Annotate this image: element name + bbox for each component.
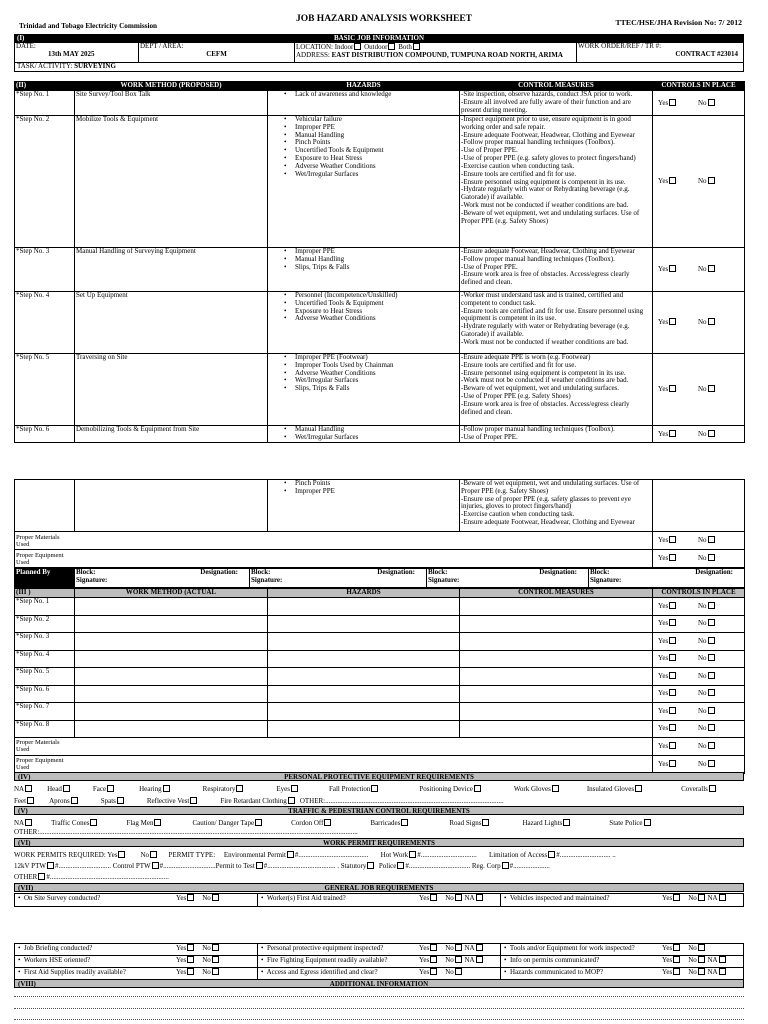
actual-method-cell[interactable] <box>75 598 268 616</box>
gen-r4-2-yes-checkbox[interactable] <box>673 968 680 975</box>
actual-hazard-cell[interactable] <box>268 668 460 686</box>
hazard-item: • Improper PPE (Footwear) <box>284 354 458 362</box>
gen-r4-2-no-checkbox[interactable] <box>698 968 705 975</box>
control-measures: -Ensure adequate Footwear, Headwear, Clothing and Eyewear -Follow proper manual handling techniques (Toolbox). -Use of Proper PPE. -Ensure work area is free of obstacles. Access/egress clearly defined and clean. <box>460 248 653 292</box>
section-number: (I) <box>17 34 25 42</box>
proposed-equipment-row: Proper Equipment Used Yes No <box>15 550 745 568</box>
additional-line-1[interactable] <box>14 996 744 997</box>
section-ii-header: (II) WORK METHOD (PROPOSED) HAZARDS CONTROL MEASURES CONTROLS IN PLACE <box>15 82 745 91</box>
police-checkbox[interactable] <box>397 862 404 869</box>
actual-method-cell[interactable] <box>75 685 268 703</box>
proposed-step-row <box>15 91 745 116</box>
dept-value: CEFM <box>206 49 227 58</box>
gen-r1-0-yes-checkbox[interactable] <box>187 894 194 901</box>
step-label: *Step No. 2 <box>15 116 75 248</box>
hazard-item: • Vehicular failure <box>284 116 458 124</box>
na-checkbox[interactable] <box>25 819 32 826</box>
hazard-item: • Wet/Irregular Surfaces <box>284 171 458 179</box>
basic-job-info <box>14 34 744 72</box>
work-method: Site Survey/Tool Box Talk <box>75 91 268 116</box>
gen-r2-1-no-checkbox[interactable] <box>455 944 462 951</box>
outdoor-checkbox[interactable] <box>388 43 395 50</box>
actual-step-row <box>15 598 745 616</box>
step-label: *Step No. 4 <box>15 292 75 354</box>
work-order-cell[interactable]: WORK ORDER/REF / TR #: CONTRACT #23014 <box>577 43 744 63</box>
step-label: *Step No. 2 <box>15 615 75 633</box>
work-order-value: CONTRACT #23014 <box>675 49 738 58</box>
controls-in-place: Yes No <box>653 633 745 651</box>
task-row[interactable]: TASK/ ACTIVITY: SURVEYING <box>14 63 744 72</box>
state-police-checkbox[interactable] <box>644 819 651 826</box>
actual-control-cell[interactable] <box>460 633 653 651</box>
hazard-item: • Uncertified Tools & Equipment <box>284 147 458 155</box>
step-4-yes-checkbox[interactable] <box>669 318 676 325</box>
hazard-item: • Slips, Trips & Falls <box>284 385 458 393</box>
fall-protection-checkbox[interactable] <box>371 785 378 792</box>
actual-equipment-yes-checkbox[interactable] <box>669 760 676 767</box>
proposed-step-row <box>15 292 745 354</box>
gen-r3-0-yes-checkbox[interactable] <box>187 956 194 963</box>
reflective-vest-checkbox[interactable] <box>190 797 197 804</box>
control-measures: -Inspect equipment prior to use, ensure equipment is in good working order and safe repair. -Ensure adequate Footwear, Headwear, Clothing and Eyewear -Follow proper manual handling techniques (Toolbox). -Use of Proper PPE. -Use of proper PPE (e.g. safety gloves to protect fingers/hand) -Exercise caution when conducting task. -Ensure tools are certified and fit for use. -Ensure personnel using equipment is competent in its use. -Hydrate regularly with water or Rehydrating beverage (e.g. Gatorade) if available. -Work must not be conducted if weather conditions are bad. -Beware of wet equipment, wet and undulating surfaces. Use of Proper PPE (e.g. Safety Shoes) <box>460 116 653 248</box>
step-1-yes-checkbox[interactable] <box>669 99 676 106</box>
eyes-checkbox[interactable] <box>291 785 298 792</box>
controls-in-place: Yes No <box>653 615 745 633</box>
actual-control-cell[interactable] <box>460 685 653 703</box>
proposed-step-row <box>15 354 745 426</box>
actual-control-cell[interactable] <box>460 720 653 738</box>
gen-r3-1-na-checkbox[interactable] <box>476 956 483 963</box>
hazard-item: • Adverse Weather Conditions <box>284 163 458 171</box>
step-label: *Step No. 6 <box>15 685 75 703</box>
gen-r2-2-no-checkbox[interactable] <box>698 944 705 951</box>
actual-step-4-yes-checkbox[interactable] <box>669 654 676 661</box>
both-checkbox[interactable] <box>413 43 420 50</box>
gen-r4-0-yes-checkbox[interactable] <box>187 968 194 975</box>
gen-r3-1-no-checkbox[interactable] <box>455 956 462 963</box>
location-cell: LOCATION: Indoor Outdoor Both ADDRESS: EAST DISTRIBUTION COMPOUND, TUMPUNA ROAD NORTH, ARIMA <box>295 43 577 63</box>
gen-r1-2-na-checkbox[interactable] <box>719 894 726 901</box>
hazard-item: • Slips, Trips & Falls <box>284 264 458 272</box>
controls-in-place: Yes No <box>653 720 745 738</box>
proposed-materials-row: Proper Materials Used Yes No <box>15 532 745 550</box>
step-label: *Step No. 8 <box>15 720 75 738</box>
barricades-checkbox[interactable] <box>401 819 408 826</box>
step-label: *Step No. 1 <box>15 91 75 116</box>
caution-danger-tape-checkbox[interactable] <box>255 819 262 826</box>
general-rows-2 <box>14 943 744 980</box>
traffic-cones-checkbox[interactable] <box>90 819 97 826</box>
hazard-item: • Wet/Irregular Surfaces <box>284 377 458 385</box>
step-2-no-checkbox[interactable] <box>708 177 715 184</box>
permit-line-3: OTHER #.................................................................... <box>14 873 169 881</box>
actual-step-2-no-checkbox[interactable] <box>708 619 715 626</box>
step-6-no-checkbox[interactable] <box>708 430 715 437</box>
controls-in-place: Yes No <box>653 292 745 354</box>
hazard-item: • Adverse Weather Conditions <box>284 370 458 378</box>
hazard-item: • Lack of awareness and knowledge <box>284 91 458 99</box>
controls-in-place: Yes No <box>653 116 745 248</box>
controls-in-place: Yes No <box>653 354 745 426</box>
actual-equipment-no-checkbox[interactable] <box>708 760 715 767</box>
permit-line-2: 12kV PTW #.............................. Control PTW #..............................Permit to Test #....................................... . Statutory Police #................................... Reg. Corp #..................... <box>14 862 550 870</box>
step-5-no-checkbox[interactable] <box>708 385 715 392</box>
general-row-1: • On Site Survey conducted? Yes No • Worker(s) First Aid trained? Yes No NA • Vehicles inspected and maintained? Yes No NA <box>14 893 744 907</box>
actual-step-1-no-checkbox[interactable] <box>708 602 715 609</box>
hazard-item: • Exposure to Heat Stress <box>284 308 458 316</box>
step-1-no-checkbox[interactable] <box>708 99 715 106</box>
proposed-work-section <box>14 81 744 443</box>
gen-r3-2-yes-checkbox[interactable] <box>673 956 680 963</box>
hazard-item: • Adverse Weather Conditions <box>284 315 458 323</box>
actual-hazard-cell[interactable] <box>268 720 460 738</box>
controls-in-place: Yes No <box>653 426 745 443</box>
actual-method-cell[interactable] <box>75 703 268 721</box>
permit-to-test-checkbox[interactable] <box>256 862 263 869</box>
actual-step-row <box>15 720 745 738</box>
actual-method-cell[interactable] <box>75 668 268 686</box>
actual-control-cell[interactable] <box>460 650 653 668</box>
actual-step-3-yes-checkbox[interactable] <box>669 637 676 644</box>
gen-r1-1-na-checkbox[interactable] <box>476 894 483 901</box>
gen-r3-2-no-checkbox[interactable] <box>698 956 705 963</box>
work-method: Traversing on Site <box>75 354 268 426</box>
actual-step-7-no-checkbox[interactable] <box>708 707 715 714</box>
planned-by-label: Planned By <box>15 569 75 588</box>
actual-control-cell[interactable] <box>460 703 653 721</box>
permit-other-checkbox[interactable] <box>38 873 45 880</box>
actual-hazard-cell[interactable] <box>268 703 460 721</box>
step-3-yes-checkbox[interactable] <box>669 265 676 272</box>
spats-checkbox[interactable] <box>117 797 124 804</box>
controls-in-place: Yes No <box>653 685 745 703</box>
planner-4-cell[interactable]: Block: Designation: Signature: <box>589 569 745 588</box>
actual-step-5-no-checkbox[interactable] <box>708 672 715 679</box>
gen-r3-1-yes-checkbox[interactable] <box>430 956 437 963</box>
actual-materials-row: Proper Materials Used Yes No <box>15 738 745 756</box>
step-2-yes-checkbox[interactable] <box>669 177 676 184</box>
task-value: SURVEYING <box>74 62 116 70</box>
actual-hazard-cell[interactable] <box>268 685 460 703</box>
general-requirement-row: • Job Briefing conducted? Yes No • Personal protective equipment inspected? Yes No NA • Tools and/or Equipment for work inspected? Yes No <box>15 944 744 956</box>
planned-by-row <box>14 568 745 588</box>
step-6-yes-checkbox[interactable] <box>669 430 676 437</box>
actual-step-1-yes-checkbox[interactable] <box>669 602 676 609</box>
section-i-bar <box>14 34 744 42</box>
limitation-access-checkbox[interactable] <box>548 851 555 858</box>
gen-r1-1-yes-checkbox[interactable] <box>430 894 437 901</box>
actual-method-cell[interactable] <box>75 720 268 738</box>
road-signs-checkbox[interactable] <box>482 819 489 826</box>
document-title: JOB HAZARD ANALYSIS WORKSHEET <box>295 14 473 24</box>
actual-step-7-yes-checkbox[interactable] <box>669 707 676 714</box>
controls-in-place: Yes No <box>653 668 745 686</box>
section-title: BASIC JOB INFORMATION <box>333 34 425 42</box>
gen-r3-0-no-checkbox[interactable] <box>212 956 219 963</box>
gen-r1-1-no-checkbox[interactable] <box>455 894 462 901</box>
gen-r4-2-na-checkbox[interactable] <box>719 968 726 975</box>
statutory-checkbox[interactable] <box>367 862 374 869</box>
hazard-item: • Exposure to Heat Stress <box>284 155 458 163</box>
control-measures: -Follow proper manual handling techniques (Toolbox). -Use of Proper PPE. <box>460 426 653 443</box>
section-viii-bar: (VIII) ADDITIONAL INFORMATION <box>14 979 744 988</box>
ppe-other[interactable]: OTHER:...................................................................................................... <box>299 797 504 805</box>
materials-no-checkbox[interactable] <box>708 536 715 543</box>
environmental-permit-checkbox[interactable] <box>287 851 294 858</box>
actual-step-3-no-checkbox[interactable] <box>708 637 715 644</box>
hazard-item: • Improper Tools Used by Chainman <box>284 362 458 370</box>
planner-1-cell[interactable]: Block: Designation: Signature: <box>75 569 250 588</box>
proposed-step-row <box>15 248 745 292</box>
actual-step-6-yes-checkbox[interactable] <box>669 689 676 696</box>
hazard-item: • Pinch Points <box>284 480 458 488</box>
hazard-item: • Manual Handling <box>284 426 458 434</box>
actual-method-cell[interactable] <box>75 615 268 633</box>
actual-step-4-no-checkbox[interactable] <box>708 654 715 661</box>
control-measures: -Worker must understand task and is trained, certified and competent to conduct task. -Ensure tools are certified and fit for use. Ensure personnel using equipment is competent in its use. -Hydrate regularly with water or Rehydrating beverage (e.g. Gatorade) if available. -Work must not be conducted if weather conditions are bad. <box>460 292 653 354</box>
hazard-item: • Improper PPE <box>284 488 458 496</box>
hazard-item: • Manual Handling <box>284 256 458 264</box>
permit-line-1: WORK PERMITS REQUIRED: Yes No PERMIT TYPE: Environmental Permit #........................................ Hot Work #................................ Limitation of Access #............................. .. <box>14 851 616 859</box>
hazard-item: • Personnel (Incompetence/Unskilled) <box>284 292 458 300</box>
step-label: *Step No. 3 <box>15 633 75 651</box>
feet-checkbox[interactable] <box>27 797 34 804</box>
gen-r3-2-na-checkbox[interactable] <box>719 956 726 963</box>
section-vi-bar: (VI) WORK PERMIT REQUIREMENTS <box>14 838 744 847</box>
step-4-no-checkbox[interactable] <box>708 318 715 325</box>
gen-r1-2-yes-checkbox[interactable] <box>673 894 680 901</box>
section-vii-bar: (VII) GENERAL JOB REQUIREMENTS <box>14 883 744 892</box>
permit-yes-checkbox[interactable] <box>118 851 125 858</box>
equipment-no-checkbox[interactable] <box>708 554 715 561</box>
face-checkbox[interactable] <box>107 785 114 792</box>
additional-line-3[interactable] <box>14 1019 744 1020</box>
hazard-item: • Improper PPE <box>284 248 458 256</box>
date-value: 13th MAY 2025 <box>48 49 95 58</box>
traffic-row: NA Traffic Cones Flag Men Caution/ Danger Tape Cordon Off Barricades Road Signs Hazard Lights State Police <box>14 819 744 828</box>
actual-step-row <box>15 633 745 651</box>
fire-retardant-clothing-checkbox[interactable] <box>288 797 295 804</box>
gen-r2-1-yes-checkbox[interactable] <box>430 944 437 951</box>
continuation-row <box>15 480 745 532</box>
step-label: *Step No. 4 <box>15 650 75 668</box>
gen-r2-2-yes-checkbox[interactable] <box>673 944 680 951</box>
additional-line-2[interactable] <box>14 1008 744 1009</box>
work-method: Mobilize Tools & Equipment <box>75 116 268 248</box>
actual-control-cell[interactable] <box>460 668 653 686</box>
proposed-continuation <box>14 479 744 588</box>
gen-r1-2-no-checkbox[interactable] <box>698 894 705 901</box>
actual-control-cell[interactable] <box>460 598 653 616</box>
na-checkbox[interactable] <box>25 785 32 792</box>
permit-no-checkbox[interactable] <box>150 851 157 858</box>
section-iv-bar: (IV) PERSONAL PROTECTIVE EQUIPMENT REQUIREMENTS <box>14 772 744 781</box>
general-requirement-row: • First Aid Supplies readily available? Yes No • Access and Egress identified and clear? Yes No • Hazards communicated to MOP? Yes No NA <box>15 968 744 980</box>
actual-work-section <box>14 588 744 774</box>
date-cell[interactable]: DATE: 13th MAY 2025 <box>15 43 139 63</box>
address-value: EAST DISTRIBUTION COMPOUND, TUMPUNA ROAD NORTH, ARIMA <box>331 50 563 59</box>
actual-step-8-yes-checkbox[interactable] <box>669 724 676 731</box>
dept-cell[interactable]: DEPT / AREA: CEFM <box>139 43 295 63</box>
gen-r4-1-yes-checkbox[interactable] <box>430 968 437 975</box>
work-gloves-checkbox[interactable] <box>552 785 559 792</box>
actual-step-6-no-checkbox[interactable] <box>708 689 715 696</box>
continuation-controls: -Beware of wet equipment, wet and undulating surfaces. Use of Proper PPE (e.g. Safety Shoes) -Ensure use of proper PPE (e.g. safety glasses to prevent eye injuries, gloves to protect fingers/hand) -Exercise caution when conducting task. -Ensure adequate Footwear, Headwear, Clothing and Eyewear <box>460 480 653 532</box>
actual-method-cell[interactable] <box>75 633 268 651</box>
aprons-checkbox[interactable] <box>71 797 78 804</box>
controls-in-place: Yes No <box>653 598 745 616</box>
ptw-12kv-checkbox[interactable] <box>47 862 54 869</box>
gen-r4-0-no-checkbox[interactable] <box>212 968 219 975</box>
actual-hazard-cell[interactable] <box>268 633 460 651</box>
materials-yes-checkbox[interactable] <box>669 536 676 543</box>
step-label: *Step No. 1 <box>15 598 75 616</box>
actual-step-row <box>15 668 745 686</box>
actual-step-row <box>15 650 745 668</box>
positioning-device-checkbox[interactable] <box>474 785 481 792</box>
actual-step-5-yes-checkbox[interactable] <box>669 672 676 679</box>
control-ptw-checkbox[interactable] <box>152 862 159 869</box>
equipment-yes-checkbox[interactable] <box>669 554 676 561</box>
reg-corp-checkbox[interactable] <box>502 862 509 869</box>
control-measures: -Ensure adequate PPE is worn (e.g. Footwear) -Ensure tools are certified and fit for use. -Ensure personnel using equipment is competent in its use. -Work must not be conducted if weather conditions are bad. -Beware of wet equipment, wet and undulating surfaces. -Use of Proper PPE (e.g. Safety Shoes) -Ensure work area is free of obstacles. Access/egress clearly defined and clean. <box>460 354 653 426</box>
ppe-row-1: NA Head Face Hearing Respiratory Eyes Fall Protection Positioning Device Work Gloves Insulated Gloves Coveralls <box>14 785 744 794</box>
step-label: *Step No. 7 <box>15 703 75 721</box>
gen-r4-1-no-checkbox[interactable] <box>455 968 462 975</box>
actual-control-cell[interactable] <box>460 615 653 633</box>
cordon-off-checkbox[interactable] <box>324 819 331 826</box>
insulated-gloves-checkbox[interactable] <box>635 785 642 792</box>
controls-in-place: Yes No <box>653 248 745 292</box>
actual-hazard-cell[interactable] <box>268 650 460 668</box>
hazard-item: • Wet/Irregular Surfaces <box>284 434 458 442</box>
respiratory-checkbox[interactable] <box>236 785 243 792</box>
actual-step-row <box>15 615 745 633</box>
traffic-other[interactable]: OTHER:...................................................................................................................................................................................... <box>14 828 358 836</box>
section-v-bar: (V) TRAFFIC & PEDESTRIAN CONTROL REQUIREMENTS <box>14 806 744 815</box>
actual-materials-no-checkbox[interactable] <box>708 742 715 749</box>
actual-method-cell[interactable] <box>75 650 268 668</box>
actual-equipment-row: Proper Equipment Used Yes No <box>15 756 745 774</box>
hearing-checkbox[interactable] <box>163 785 170 792</box>
organization-name: Trinidad and Tobago Electricity Commission <box>19 22 158 30</box>
revision-number: TTEC/HSE/JHA Revision No: 7/ 2012 <box>615 18 742 27</box>
head-checkbox[interactable] <box>63 785 70 792</box>
hot-work-checkbox[interactable] <box>409 851 416 858</box>
hazard-item: • Pinch Points <box>284 139 458 147</box>
hazard-item: • Uncertified Tools & Equipment <box>284 300 458 308</box>
section-iii-header: (III ) WORK METHOD (ACTUAL HAZARDS CONTROL MEASURES CONTROLS IN PLACE <box>15 589 745 598</box>
actual-hazard-cell[interactable] <box>268 598 460 616</box>
controls-in-place: Yes No <box>653 91 745 116</box>
hazard-item: • Manual Handling <box>284 132 458 140</box>
step-label: *Step No. 5 <box>15 354 75 426</box>
actual-step-2-yes-checkbox[interactable] <box>669 619 676 626</box>
planner-2-cell[interactable]: Block: Designation: Signature: <box>250 569 427 588</box>
gen-r1-0-no-checkbox[interactable] <box>212 894 219 901</box>
actual-step-row <box>15 703 745 721</box>
general-requirement-row: • Workers HSE oriented? Yes No • Fire Fighting Equipment readily available? Yes No NA • Info on permits communicated? Yes No NA <box>15 956 744 968</box>
ppe-row-2: Feet Aprons Spats Reflective Vest Fire Retardant Clothing OTHER:...................................................................................................... <box>14 797 504 805</box>
proposed-step-row <box>15 426 745 443</box>
controls-in-place: Yes No <box>653 650 745 668</box>
gen-r2-0-yes-checkbox[interactable] <box>187 944 194 951</box>
work-method: Demobilizing Tools & Equipment from Site <box>75 426 268 443</box>
step-3-no-checkbox[interactable] <box>708 265 715 272</box>
gen-r2-1-na-checkbox[interactable] <box>476 944 483 951</box>
gen-r2-0-no-checkbox[interactable] <box>212 944 219 951</box>
step-label: *Step No. 3 <box>15 248 75 292</box>
step-5-yes-checkbox[interactable] <box>669 385 676 392</box>
hazard-item: • Improper PPE <box>284 124 458 132</box>
work-method: Set Up Equipment <box>75 292 268 354</box>
controls-in-place: Yes No <box>653 703 745 721</box>
proposed-step-row <box>15 116 745 248</box>
step-label: *Step No. 5 <box>15 668 75 686</box>
actual-materials-yes-checkbox[interactable] <box>669 742 676 749</box>
planner-3-cell[interactable]: Block: Designation: Signature: <box>427 569 589 588</box>
work-method: Manual Handling of Surveying Equipment <box>75 248 268 292</box>
indoor-checkbox[interactable] <box>354 43 361 50</box>
actual-hazard-cell[interactable] <box>268 615 460 633</box>
actual-step-row <box>15 685 745 703</box>
actual-step-8-no-checkbox[interactable] <box>708 724 715 731</box>
step-label: *Step No. 6 <box>15 426 75 443</box>
control-measures: -Site inspection, observe hazards, conduct JSA prior to work. -Ensure all involved are fully aware of their function and are present during meeting. <box>460 91 653 116</box>
flag-men-checkbox[interactable] <box>154 819 161 826</box>
coveralls-checkbox[interactable] <box>709 785 716 792</box>
hazard-lights-checkbox[interactable] <box>563 819 570 826</box>
